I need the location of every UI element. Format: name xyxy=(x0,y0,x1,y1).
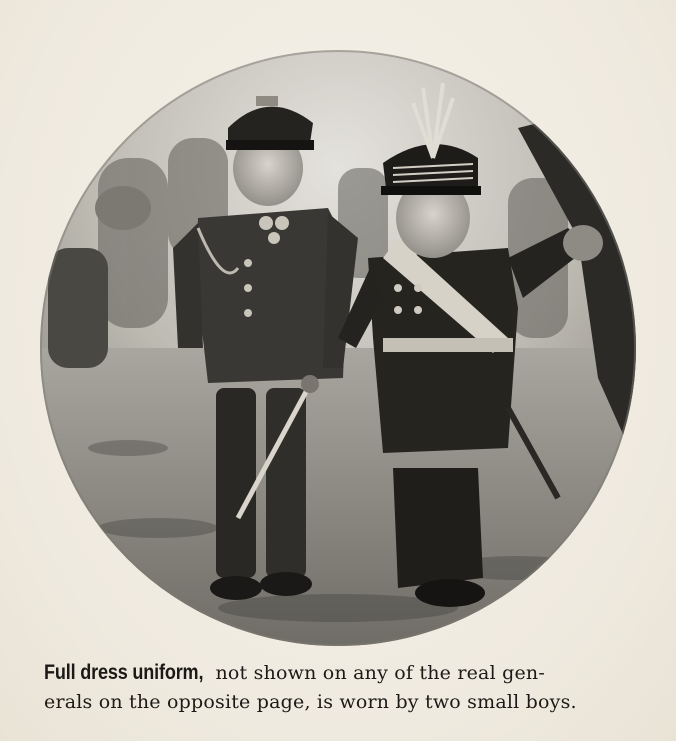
caption-line-2: erals on the opposite page, is worn by two small boys. xyxy=(44,691,577,713)
photo-boys-in-uniform xyxy=(38,48,638,648)
caption-bold-lead: Full dress uniform, xyxy=(44,661,204,684)
photo-caption xyxy=(44,658,644,717)
caption-line-1-text: not shown on any of the real gen- xyxy=(215,662,545,684)
caption-line-1 xyxy=(44,658,644,688)
circular-photo xyxy=(38,48,638,648)
